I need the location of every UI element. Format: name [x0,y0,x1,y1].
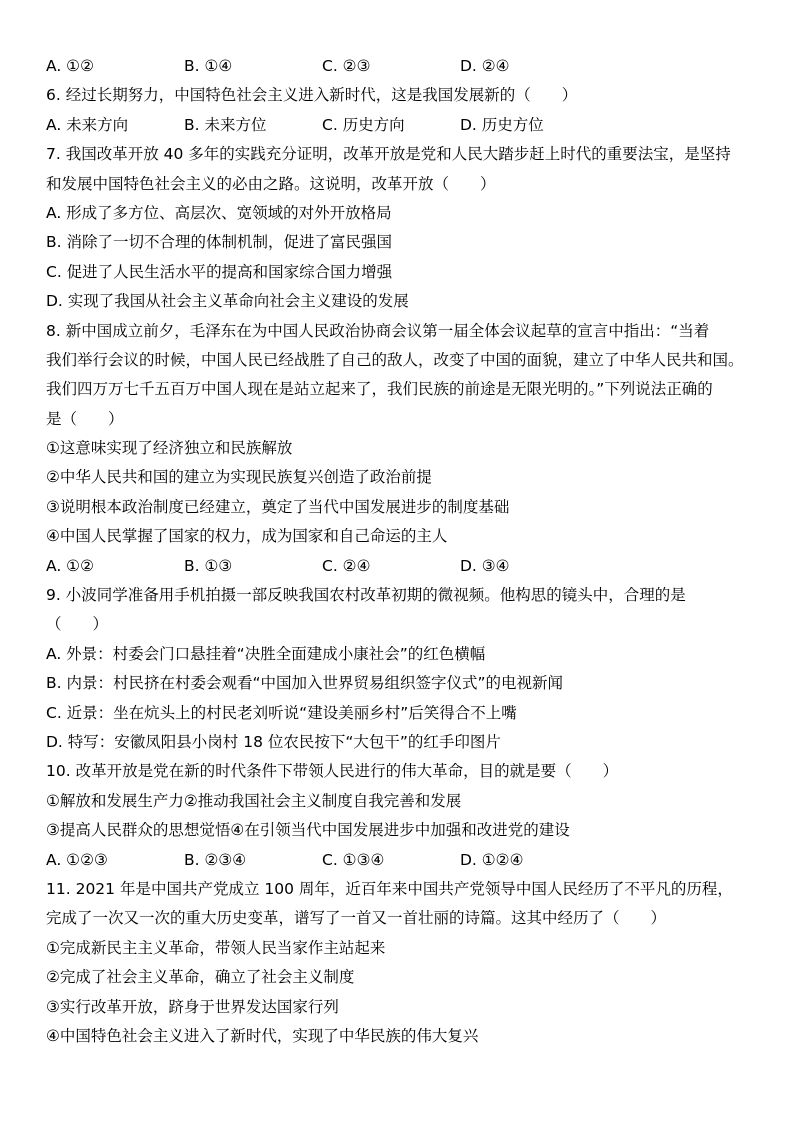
answer-option: A. ①② [46,57,94,75]
answer-options-row [46,52,758,81]
answer-option: D. ①②④ [460,850,524,869]
text-line: B. 消除了一切不合理的体制机制，促进了富民强国 [46,233,392,252]
text-line: A. 形成了多方位、高层次、宽领域的对外开放格局 [46,203,392,222]
text-line: ③实行改革开放，跻身于世界发达国家行列 [46,997,339,1016]
text-line: 8. 新中国成立前夕，毛泽东在为中国人民政治协商会议第一届全体会议起草的宣言中指出：“当着 [46,321,710,340]
text-line: D. 实现了我国从社会主义革命向社会主义建设的发展 [46,292,409,311]
text-line: ④中国人民掌握了国家的权力，成为国家和自己命运的主人 [46,527,448,546]
text-line: 9. 小波同学准备用手机拍摄一部反映我国农村改革初期的微视频。他构思的镜头中，合理的是 [46,586,686,605]
text-line: D. 特写：安徽凤阳县小岗村 18 位农民按下“大包干”的红手印图片 [46,732,501,751]
answer-options-row [46,846,758,875]
answer-option: C. 历史方向 [322,115,405,134]
answer-option: C. ①③④ [322,850,385,869]
text-line: 11. 2021 年是中国共产党成立 100 周年，近百年来中国共产党领导中国人民经历了不平凡的历程， [46,879,733,898]
answer-options-row [46,111,758,140]
answer-option: C. ②③ [322,57,371,75]
text-line: 10. 改革开放是党在新的时代条件下带领人民进行的伟大革命，目的就是要（ ） [46,762,619,781]
text-line: 6. 经过长期努力，中国特色社会主义进入新时代，这是我国发展新的（ ） [46,86,578,105]
answer-option: D. ②④ [460,57,510,75]
text-line: ④中国特色社会主义进入了新时代，实现了中华民族的伟大复兴 [46,1026,479,1045]
text-line: A. 外景：村委会门口悬挂着“决胜全面建成小康社会”的红色横幅 [46,644,486,663]
answer-option: A. ①② [46,556,94,575]
exam-page [46,52,758,1051]
answer-option: B. ①③ [184,556,233,575]
text-line: （ ） [46,615,109,634]
text-line: 是（ ） [46,409,124,428]
answer-options-row [46,552,758,581]
text-line: C. 近景：坐在炕头上的村民老刘听说“建设美丽乡村”后笑得合不上嘴 [46,703,517,722]
text-line: ①解放和发展生产力②推动我国社会主义制度自我完善和发展 [46,791,462,810]
text-line: ②中华人民共和国的建立为实现民族复兴创造了政治前提 [46,468,432,487]
text-line: 我们四万万七千五百万中国人现在是站立起来了，我们民族的前途是无限光明的。”下列说法正确的 [46,380,713,399]
text-line: 完成了一次又一次的重大历史变革，谱写了一首又一首壮丽的诗篇。这其中经历了（ ） [46,909,667,928]
text-line: 和发展中国特色社会主义的必由之路。这说明，改革开放（ ） [46,174,496,193]
text-line: ①这意味实现了经济独立和民族解放 [46,439,293,458]
answer-option: D. ③④ [460,556,510,575]
answer-option: A. ①②③ [46,850,108,869]
text-line: 我们举行会议的时候，中国人民已经战胜了自己的敌人，改变了中国的面貌，建立了中华人民共和国。 [46,350,744,369]
answer-option: D. 历史方位 [460,115,544,134]
text-line: 7. 我国改革开放 40 多年的实践充分证明，改革开放是党和人民大踏步赶上时代的重要法宝，是坚持 [46,145,731,164]
text-line: ③说明根本政治制度已经建立，奠定了当代中国发展进步的制度基础 [46,497,510,516]
text-line: ②完成了社会主义革命，确立了社会主义制度 [46,968,355,987]
answer-option: B. ②③④ [184,850,247,869]
answer-option: A. 未来方向 [46,115,129,134]
answer-option: B. ①④ [184,57,233,75]
text-line: ③提高人民群众的思想觉悟④在引领当代中国发展进步中加强和改进党的建设 [46,821,570,840]
text-line: ①完成新民主主义革命，带领人民当家作主站起来 [46,938,386,957]
text-line: B. 内景：村民挤在村委会观看“中国加入世界贸易组织签字仪式”的电视新闻 [46,674,564,693]
text-line: C. 促进了人民生活水平的提高和国家综合国力增强 [46,262,393,281]
answer-option: B. 未来方位 [184,115,267,134]
answer-option: C. ②④ [322,556,371,575]
